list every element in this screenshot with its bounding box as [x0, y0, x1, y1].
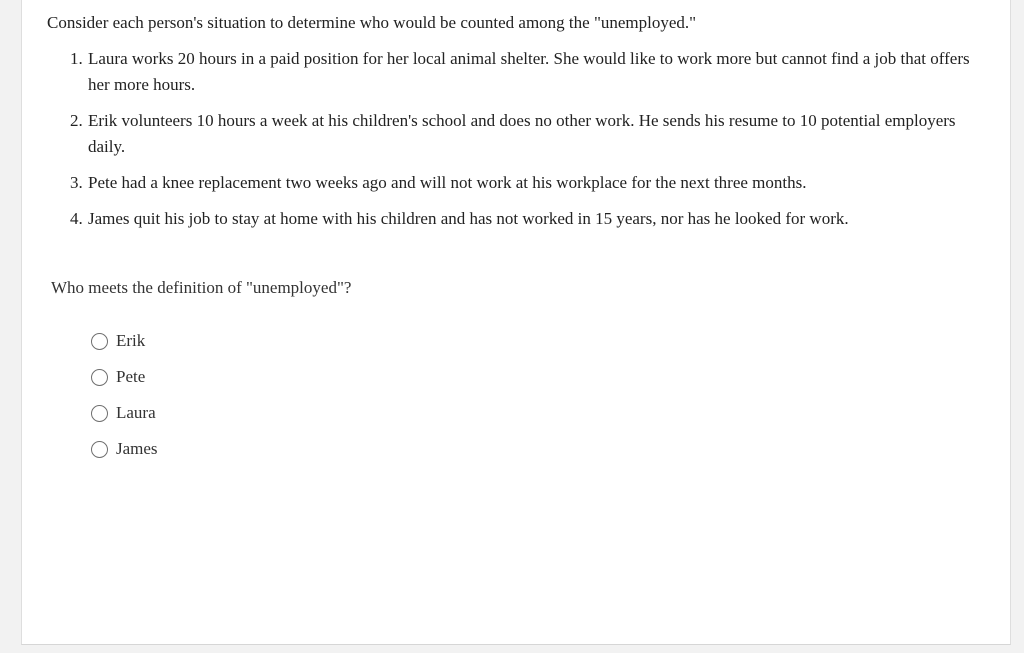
scenario-number: 3. [70, 173, 83, 192]
scenario-number: 2. [70, 111, 83, 130]
option-erik[interactable] [91, 323, 158, 359]
radio-button[interactable] [91, 333, 108, 350]
option-pete[interactable] [91, 359, 158, 395]
scenario-item [70, 46, 980, 98]
question-card [21, 0, 1011, 645]
option-label[interactable]: James [116, 439, 158, 458]
scenario-text: Erik volunteers 10 hours a week at his children's school and does no other work. He sends his resume to 10 potential employers daily. [88, 111, 956, 156]
scenario-text: Pete had a knee replacement two weeks ago and will not work at his workplace for the next three months. [88, 173, 807, 192]
scenario-list [70, 46, 980, 242]
radio-button[interactable] [91, 405, 108, 422]
option-james[interactable] [91, 431, 158, 467]
option-laura[interactable] [91, 395, 158, 431]
option-label[interactable]: Pete [116, 367, 146, 386]
scenario-text: James quit his job to stay at home with his children and has not worked in 15 years, nor has he looked for work. [88, 209, 849, 228]
scenario-text: Laura works 20 hours in a paid position for her local animal shelter. She would like to work more but cannot find a job that offers her more hours. [88, 49, 970, 94]
radio-button[interactable] [91, 369, 108, 386]
scenario-item [70, 170, 980, 196]
scenario-item [70, 206, 980, 232]
scenario-number: 4. [70, 209, 83, 228]
option-label[interactable]: Erik [116, 331, 146, 350]
question-intro: Consider each person's situation to determine who would be counted among the "unemployed." [47, 13, 697, 32]
question-prompt: Who meets the definition of "unemployed"? [51, 278, 352, 297]
scenario-item [70, 108, 980, 160]
answer-options [91, 323, 158, 467]
radio-button[interactable] [91, 441, 108, 458]
option-label[interactable]: Laura [116, 403, 156, 422]
scenario-number: 1. [70, 49, 83, 68]
